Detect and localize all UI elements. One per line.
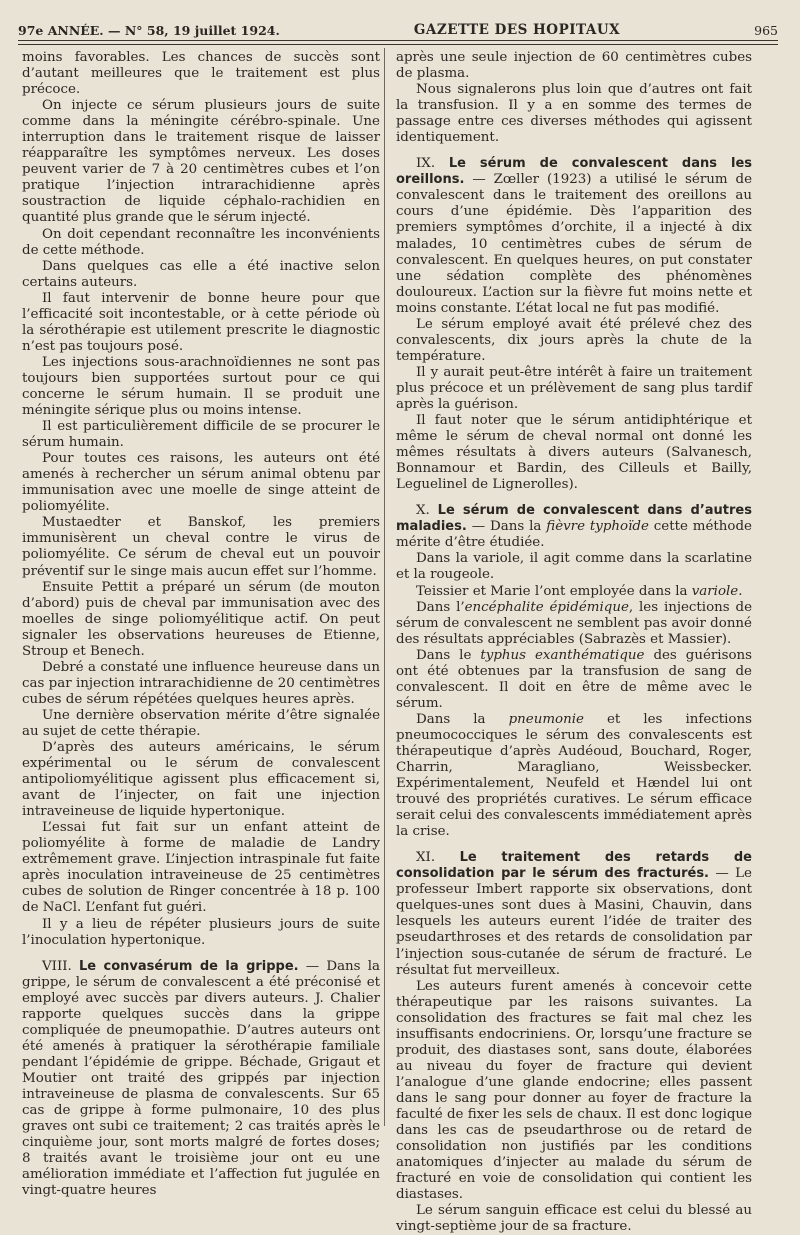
- section-title: Le convasérum de la grippe.: [78, 958, 299, 974]
- right-column: [396, 50, 752, 1235]
- paragraph: Dans l’encéphalite épidémique, les injections de sérum de convalescent ne semblent pas avoir donné des résultats appréciables (Sabrazès et Massier).: [396, 599, 753, 647]
- section-xi: XI. Le traitement des retards de consolidation par le sérum des fracturés. — Le professeur Imbert rapporte six observations, dont quelques-unes sont dues à Masini, Chauvin, dans lesquels les auteurs eurent l’idée de traiter des pseudarthroses et des retards de consolidation par l’injection sous-cutanée de sérum de fracturé. Le résultat fut merveilleux.: [396, 850, 753, 978]
- section-title: Le traitement des retards de consolidation par le sérum des fracturés.: [396, 850, 753, 882]
- paragraph: Pour toutes ces raisons, les auteurs ont été amenés à rechercher un sérum animal obtenu par immunisation avec une moelle de singe atteint de poliomyélite.: [22, 451, 380, 515]
- section-title: Le sérum de convalescent dans d’autres maladies.: [396, 503, 752, 535]
- column-divider: [384, 48, 385, 1126]
- paragraph: Le sérum employé avait été prélevé chez des convalescents, dix jours après la chute de la température.: [396, 316, 752, 364]
- paragraph: Il faut noter que le sérum antidiphtérique et même le sérum de cheval normal ont donné les mêmes résultats à divers auteurs (Salvanesch, Bonnamour et Bardin, des Cilleuls et Bailly, Leguelinel de Lignerolles).: [396, 413, 752, 493]
- section-title: Le sérum de convalescent dans les oreillons.: [396, 156, 753, 188]
- page-header: [18, 10, 778, 38]
- section-ix: IX. Le sérum de convalescent dans les oreillons. — Zœller (1923) a utilisé le sérum de convalescent dans le traitement des oreillons au cours d’une épidémie. Dès l’apparition des premiers symptômes d’orchite, il a injecté à dix malades, 10 centimètres cubes de sérum de convalescent. En quelques heures, on put constater une sédation complète des phénomènes douloureux. L’action sur la fièvre fut moins nette et moins constante. L’état local ne fut pas modifié.: [396, 156, 753, 316]
- paragraph: Il est particulièrement difficile de se procurer le sérum humain.: [22, 419, 380, 451]
- paragraph: Les injections sous-arachnoïdiennes ne sont pas toujours bien supportées surtout pour ce qui concerne le sérum humain. Il se produit une méningite sérique plus ou moins intense.: [22, 354, 380, 419]
- left-column: [22, 50, 380, 1199]
- paragraph: Il faut intervenir de bonne heure pour que l’efficacité soit incontestable, or à cette période où la sérothérapie est utilement prescrite le diagnostic n’est pas toujours posé.: [22, 290, 380, 354]
- issue-info: 97e ANNÉE. — N° 58, 19 juillet 1924.: [18, 23, 280, 38]
- paragraph: moins favorables. Les chances de succès sont d’autant meilleures que le traitement est plus précoce.: [22, 50, 380, 98]
- journal-title: GAZETTE DES HOPITAUX: [413, 22, 621, 38]
- paragraph: Il y a lieu de répéter plusieurs jours de suite l’inoculation hypertonique.: [22, 916, 380, 948]
- paragraph: après une seule injection de 60 centimètres cubes de plasma.: [396, 50, 752, 82]
- section-viii: VIII. Le convasérum de la grippe. — Dans la grippe, le sérum de convalescent a été préconisé et employé avec succès par divers auteurs. J. Chalier rapporte quelques succès dans la grippe compliquée de pneumopathie. D’autres auteurs ont été amenés à pratiquer la sérothérapie familiale pendant l’épidémie de grippe. Béchade, Grigaut et Moutier ont traité des grippés par injection intraveineuse de plasma de convalescents. Sur 65 cas de grippe à forme pulmonaire, 10 des plus graves ont subi ce traitement; 2 cas traités après le cinquième jour, sont morts malgré de fortes doses; 8 traités avant le troisième jour ont eu une amélioration immédiate et l’affection fut jugulée en vingt-quatre heures: [22, 958, 380, 1199]
- section-x: X. Le sérum de convalescent dans d’autres maladies. — Dans la fièvre typhoïde cette méthode mérite d’être étudiée.: [396, 503, 752, 551]
- paragraph: Teissier et Marie l’ont employée dans la variole.: [416, 583, 743, 599]
- paragraph: Dans le typhus exanthématique des guérisons ont été obtenues par la transfusion de sang de convalescent. Il doit en être de même avec le sérum.: [396, 647, 753, 711]
- paragraph: Mustaedter et Banskof, les premiers immunisèrent un cheval contre le virus de poliomyélite. Ce sérum de cheval eut un pouvoir préventif sur le singe mais aucun effet sur l’homme.: [22, 515, 380, 579]
- paragraph: D’après des auteurs américains, le sérum expérimental ou le sérum de convalescent antipoliomyélitique agissent plus efficacement si, avant de l’injecter, on fait une injection intraveineuse de liquide hypertonique.: [22, 740, 380, 820]
- paragraph: Ensuite Pettit a préparé un sérum (de mouton d’abord) puis de cheval par immunisation avec des moelles de singe poliomyélitique actif. On peut signaler les observations heureuses de Etienne, Stroup et Benech.: [22, 579, 380, 659]
- paragraph: Le sérum sanguin efficace est celui du blessé au vingt-septième jour de sa fracture.: [396, 1203, 752, 1235]
- paragraph: Debré a constaté une influence heureuse dans un cas par injection intrarachidienne de 20 centimètres cubes de sérum répétées quelques heures après.: [22, 659, 380, 707]
- header-rule: [18, 40, 778, 41]
- paragraph: On doit cependant reconnaître les inconvénients de cette méthode.: [22, 226, 380, 258]
- paragraph: Dans quelques cas elle a été inactive selon certains auteurs.: [22, 258, 380, 290]
- paragraph: Dans la pneumonie et les infections pneumococciques le sérum des convalescents est thérapeutique d’après Audéoud, Bouchard, Roger, Charrin, Maragliano, Weissbecker. Expérimentalement, Neufeld et Hændel lui ont trouvé des propriétés curatives. Le sérum efficace serait celui des convalescents immédiatement après la crise.: [396, 711, 752, 840]
- paragraph: L’essai fut fait sur un enfant atteint de poliomyélite à forme de maladie de Landry extrêmement grave. L’injection intraspinale fut faite après inoculation intraveineuse de 25 centimètres cubes de solution de Ringer concentrée à 18 p. 100 de NaCl. L’enfant fut guéri.: [22, 820, 380, 916]
- paragraph: Les auteurs furent amenés à concevoir cette thérapeutique par les raisons suivantes. La consolidation des fractures se fait mal chez les insuffisants endocriniens. Or, lorsqu’une fracture se produit, des diastases sont, sans doute, élaborées au niveau du foyer de fracture qui devient l’analogue d’une glande endocrine; elles passent dans le sang pour donner au foyer de fracture la faculté de fixer les sels de chaux. Il est donc logique dans les cas de pseudarthrose ou de retard de consolidation non justifiés par les conditions anatomiques d’injecter au malade du sérum de fracturé en voie de consolidation qui contient les diastases.: [396, 978, 752, 1203]
- paragraph: Il y aurait peut-être intérêt à faire un traitement plus précoce et un prélèvement de sang plus tardif après la guérison.: [396, 364, 752, 412]
- paragraph: Nous signalerons plus loin que d’autres ont fait la transfusion. Il y a en somme des termes de passage entre ces diverses méthodes qui agissent identiquement.: [396, 82, 752, 146]
- paragraph: Une dernière observation mérite d’être signalée au sujet de cette thérapie.: [22, 707, 380, 739]
- page-number: 965: [754, 23, 778, 38]
- header-rule-thin: [18, 44, 778, 45]
- paragraph: Dans la variole, il agit comme dans la scarlatine et la rougeole.: [396, 551, 752, 583]
- paragraph: On injecte ce sérum plusieurs jours de suite comme dans la méningite cérébro-spinale. Une interruption dans le traitement risque de laisser réapparaître les symptômes nerveux. Les doses peuvent varier de 7 à 20 centimètres cubes et l’on pratique l’injection intrarachidienne après soustraction de liquide céphalo-rachidien en quantité plus grande que le sérum injecté.: [22, 98, 380, 226]
